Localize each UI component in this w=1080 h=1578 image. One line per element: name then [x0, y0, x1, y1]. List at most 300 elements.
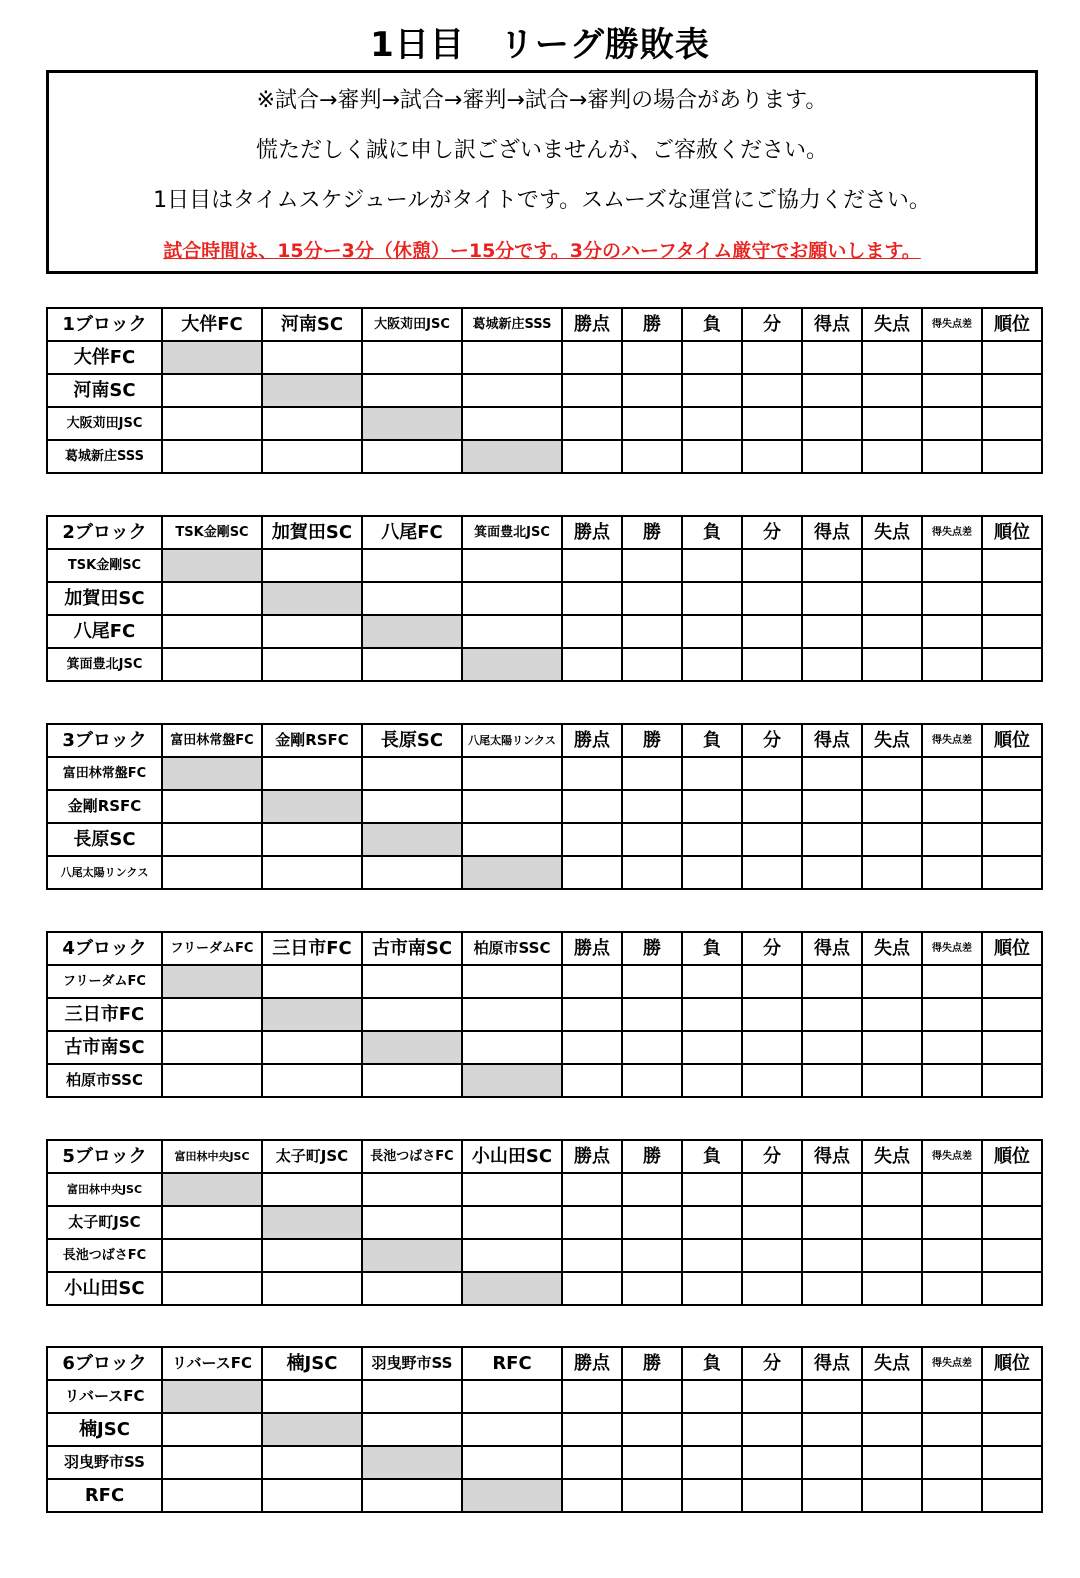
- result-cell[interactable]: [162, 374, 262, 407]
- stat-cell[interactable]: [742, 1413, 802, 1446]
- stat-cell[interactable]: [922, 1064, 982, 1097]
- stat-cell[interactable]: [802, 1479, 862, 1512]
- stat-cell[interactable]: [562, 1173, 622, 1206]
- stat-cell[interactable]: [982, 1380, 1042, 1413]
- stat-cell[interactable]: [622, 823, 682, 856]
- stat-cell[interactable]: [922, 1413, 982, 1446]
- stat-cell[interactable]: [862, 341, 922, 374]
- row-team-name: 楠JSC: [47, 1413, 162, 1446]
- stat-cell[interactable]: [862, 757, 922, 790]
- row-team-name: 河南SC: [47, 374, 162, 407]
- stat-cell[interactable]: [922, 998, 982, 1031]
- stat-cell[interactable]: [562, 1413, 622, 1446]
- stat-cell[interactable]: [862, 1206, 922, 1239]
- stat-cell[interactable]: [982, 615, 1042, 648]
- stat-cell[interactable]: [742, 1479, 802, 1512]
- stat-cell[interactable]: [562, 1031, 622, 1064]
- result-cell[interactable]: [362, 1206, 462, 1239]
- result-cell[interactable]: [462, 1446, 562, 1479]
- stat-cell[interactable]: [682, 823, 742, 856]
- result-cell[interactable]: [262, 615, 362, 648]
- stat-cell[interactable]: [622, 1446, 682, 1479]
- stat-cell[interactable]: [682, 757, 742, 790]
- result-cell[interactable]: [262, 341, 362, 374]
- stat-cell[interactable]: [622, 757, 682, 790]
- stat-cell[interactable]: [682, 856, 742, 889]
- result-cell[interactable]: [162, 1064, 262, 1097]
- column-header-stat: 失点: [862, 1140, 922, 1173]
- stat-cell[interactable]: [742, 1272, 802, 1305]
- result-cell[interactable]: [162, 1239, 262, 1272]
- stat-cell[interactable]: [622, 856, 682, 889]
- result-cell[interactable]: [162, 648, 262, 681]
- stat-cell[interactable]: [862, 856, 922, 889]
- stat-cell[interactable]: [622, 1239, 682, 1272]
- result-cell[interactable]: [362, 374, 462, 407]
- stat-cell[interactable]: [802, 823, 862, 856]
- stat-cell[interactable]: [742, 1446, 802, 1479]
- result-cell[interactable]: [462, 374, 562, 407]
- row-team-name: 金剛RSFC: [47, 790, 162, 823]
- stat-cell[interactable]: [742, 549, 802, 582]
- stat-cell[interactable]: [862, 790, 922, 823]
- result-cell[interactable]: [462, 1173, 562, 1206]
- stat-cell[interactable]: [742, 823, 802, 856]
- stat-cell[interactable]: [802, 1446, 862, 1479]
- stat-cell[interactable]: [742, 582, 802, 615]
- stat-cell[interactable]: [982, 582, 1042, 615]
- stat-cell[interactable]: [802, 1173, 862, 1206]
- stat-cell[interactable]: [922, 440, 982, 473]
- result-cell[interactable]: [162, 1479, 262, 1512]
- stat-cell[interactable]: [922, 407, 982, 440]
- stat-cell[interactable]: [622, 1206, 682, 1239]
- column-header-team: フリーダムFC: [162, 932, 262, 965]
- result-cell[interactable]: [362, 648, 462, 681]
- table-header-row: [47, 1347, 1042, 1380]
- stat-cell[interactable]: [622, 790, 682, 823]
- stat-cell[interactable]: [682, 1272, 742, 1305]
- result-cell[interactable]: [362, 1173, 462, 1206]
- result-cell[interactable]: [462, 407, 562, 440]
- stat-cell[interactable]: [562, 407, 622, 440]
- stat-cell[interactable]: [562, 1206, 622, 1239]
- result-cell[interactable]: [462, 1031, 562, 1064]
- stat-cell[interactable]: [682, 1031, 742, 1064]
- block-name: 1ブロック: [47, 308, 162, 341]
- stat-cell[interactable]: [682, 1064, 742, 1097]
- stat-cell[interactable]: [682, 1479, 742, 1512]
- stat-cell[interactable]: [622, 1413, 682, 1446]
- stat-cell[interactable]: [682, 790, 742, 823]
- column-header-stat: 勝: [622, 1140, 682, 1173]
- result-cell[interactable]: [162, 998, 262, 1031]
- stat-cell[interactable]: [922, 549, 982, 582]
- stat-cell[interactable]: [862, 823, 922, 856]
- stat-cell[interactable]: [862, 1031, 922, 1064]
- stat-cell[interactable]: [802, 407, 862, 440]
- result-cell[interactable]: [262, 823, 362, 856]
- stat-cell[interactable]: [982, 965, 1042, 998]
- result-cell[interactable]: [462, 757, 562, 790]
- result-cell[interactable]: [262, 1064, 362, 1097]
- stat-cell[interactable]: [742, 790, 802, 823]
- stat-cell[interactable]: [982, 1031, 1042, 1064]
- result-cell[interactable]: [462, 1239, 562, 1272]
- result-cell[interactable]: [462, 790, 562, 823]
- result-cell[interactable]: [262, 407, 362, 440]
- stat-cell[interactable]: [622, 440, 682, 473]
- stat-cell[interactable]: [622, 1064, 682, 1097]
- stat-cell[interactable]: [982, 648, 1042, 681]
- result-cell[interactable]: [162, 1031, 262, 1064]
- self-match-cell: [262, 374, 362, 407]
- stat-cell[interactable]: [622, 965, 682, 998]
- stat-cell[interactable]: [622, 1173, 682, 1206]
- stat-cell[interactable]: [982, 757, 1042, 790]
- stat-cell[interactable]: [562, 998, 622, 1031]
- stat-cell[interactable]: [862, 1380, 922, 1413]
- stat-cell[interactable]: [922, 1239, 982, 1272]
- stat-cell[interactable]: [742, 374, 802, 407]
- stat-cell[interactable]: [742, 1064, 802, 1097]
- self-match-cell: [362, 407, 462, 440]
- stat-cell[interactable]: [742, 1239, 802, 1272]
- stat-cell[interactable]: [742, 648, 802, 681]
- row-team-name: 長池つばさFC: [47, 1239, 162, 1272]
- stat-cell[interactable]: [802, 1206, 862, 1239]
- stat-cell[interactable]: [802, 1239, 862, 1272]
- result-cell[interactable]: [462, 549, 562, 582]
- stat-cell[interactable]: [802, 1064, 862, 1097]
- stat-cell[interactable]: [622, 998, 682, 1031]
- result-cell[interactable]: [462, 823, 562, 856]
- table-row: [47, 374, 1042, 407]
- result-cell[interactable]: [262, 1446, 362, 1479]
- stat-cell[interactable]: [682, 1173, 742, 1206]
- stat-cell[interactable]: [862, 440, 922, 473]
- result-cell[interactable]: [462, 1380, 562, 1413]
- stat-cell[interactable]: [742, 1206, 802, 1239]
- result-cell[interactable]: [362, 1380, 462, 1413]
- stat-cell[interactable]: [862, 1413, 922, 1446]
- stat-cell[interactable]: [802, 998, 862, 1031]
- result-cell[interactable]: [162, 790, 262, 823]
- page-title: 1日目 リーグ勝敗表: [370, 25, 710, 65]
- stat-cell[interactable]: [562, 1446, 622, 1479]
- stat-cell[interactable]: [862, 1446, 922, 1479]
- result-cell[interactable]: [262, 1173, 362, 1206]
- stat-cell[interactable]: [622, 341, 682, 374]
- result-cell[interactable]: [362, 1413, 462, 1446]
- result-cell[interactable]: [362, 440, 462, 473]
- result-cell[interactable]: [262, 1479, 362, 1512]
- column-header-team: リバースFC: [162, 1347, 262, 1380]
- table-row: [47, 1479, 1042, 1512]
- table-row: [47, 998, 1042, 1031]
- stat-cell[interactable]: [922, 1031, 982, 1064]
- table-row: [47, 407, 1042, 440]
- result-cell[interactable]: [362, 856, 462, 889]
- stat-cell[interactable]: [982, 1206, 1042, 1239]
- stat-cell[interactable]: [982, 1479, 1042, 1512]
- stat-cell[interactable]: [742, 407, 802, 440]
- stat-cell[interactable]: [982, 1173, 1042, 1206]
- stat-cell[interactable]: [922, 965, 982, 998]
- stat-cell[interactable]: [922, 1446, 982, 1479]
- stat-cell[interactable]: [922, 374, 982, 407]
- stat-cell[interactable]: [682, 1446, 742, 1479]
- stat-cell[interactable]: [742, 615, 802, 648]
- stat-cell[interactable]: [802, 440, 862, 473]
- result-cell[interactable]: [262, 440, 362, 473]
- stat-cell[interactable]: [802, 648, 862, 681]
- stat-cell[interactable]: [862, 998, 922, 1031]
- stat-cell[interactable]: [862, 1064, 922, 1097]
- result-cell[interactable]: [162, 440, 262, 473]
- stat-cell[interactable]: [622, 549, 682, 582]
- result-cell[interactable]: [362, 757, 462, 790]
- stat-cell[interactable]: [982, 856, 1042, 889]
- result-cell[interactable]: [462, 1413, 562, 1446]
- result-cell[interactable]: [362, 582, 462, 615]
- result-cell[interactable]: [362, 790, 462, 823]
- stat-cell[interactable]: [922, 1380, 982, 1413]
- stat-cell[interactable]: [982, 407, 1042, 440]
- stat-cell[interactable]: [682, 341, 742, 374]
- stat-cell[interactable]: [742, 998, 802, 1031]
- self-match-cell: [462, 1272, 562, 1305]
- result-cell[interactable]: [262, 856, 362, 889]
- result-cell[interactable]: [262, 1239, 362, 1272]
- stat-cell[interactable]: [562, 856, 622, 889]
- stat-cell[interactable]: [562, 965, 622, 998]
- stat-cell[interactable]: [982, 341, 1042, 374]
- stat-cell[interactable]: [802, 1380, 862, 1413]
- stat-cell[interactable]: [562, 1479, 622, 1512]
- stat-cell[interactable]: [802, 615, 862, 648]
- stat-cell[interactable]: [682, 582, 742, 615]
- stat-cell[interactable]: [922, 341, 982, 374]
- stat-cell[interactable]: [562, 1239, 622, 1272]
- stat-cell[interactable]: [742, 856, 802, 889]
- stat-cell[interactable]: [562, 615, 622, 648]
- result-cell[interactable]: [362, 998, 462, 1031]
- result-cell[interactable]: [162, 582, 262, 615]
- result-cell[interactable]: [162, 856, 262, 889]
- stat-cell[interactable]: [682, 1239, 742, 1272]
- stat-cell[interactable]: [922, 790, 982, 823]
- stat-cell[interactable]: [622, 1272, 682, 1305]
- result-cell[interactable]: [262, 1031, 362, 1064]
- stat-cell[interactable]: [982, 790, 1042, 823]
- result-cell[interactable]: [162, 407, 262, 440]
- stat-cell[interactable]: [562, 549, 622, 582]
- column-header-stat: 得失点差: [922, 1347, 982, 1380]
- result-cell[interactable]: [462, 965, 562, 998]
- stat-cell[interactable]: [862, 1272, 922, 1305]
- column-header-team: 富田林中央JSC: [162, 1140, 262, 1173]
- stat-cell[interactable]: [562, 1380, 622, 1413]
- result-cell[interactable]: [362, 549, 462, 582]
- result-cell[interactable]: [362, 1479, 462, 1512]
- stat-cell[interactable]: [982, 998, 1042, 1031]
- stat-cell[interactable]: [982, 1446, 1042, 1479]
- stat-cell[interactable]: [622, 1380, 682, 1413]
- stat-cell[interactable]: [622, 582, 682, 615]
- stat-cell[interactable]: [682, 615, 742, 648]
- result-cell[interactable]: [162, 615, 262, 648]
- stat-cell[interactable]: [862, 615, 922, 648]
- column-header-stat: 得失点差: [922, 1140, 982, 1173]
- stat-cell[interactable]: [802, 374, 862, 407]
- stat-cell[interactable]: [862, 1173, 922, 1206]
- table-row: [47, 549, 1042, 582]
- stat-cell[interactable]: [562, 1272, 622, 1305]
- stat-cell[interactable]: [922, 1206, 982, 1239]
- result-cell[interactable]: [362, 965, 462, 998]
- self-match-cell: [262, 790, 362, 823]
- table-row: [47, 1446, 1042, 1479]
- stat-cell[interactable]: [862, 1239, 922, 1272]
- result-cell[interactable]: [262, 965, 362, 998]
- stat-cell[interactable]: [862, 648, 922, 681]
- result-cell[interactable]: [262, 549, 362, 582]
- stat-cell[interactable]: [622, 1479, 682, 1512]
- stat-cell[interactable]: [802, 1272, 862, 1305]
- result-cell[interactable]: [462, 615, 562, 648]
- stat-cell[interactable]: [742, 341, 802, 374]
- notice-line-4-warning: 試合時間は、15分ー3分（休憩）ー15分です。3分のハーフタイム厳守でお願いします。: [163, 240, 921, 262]
- stat-cell[interactable]: [802, 341, 862, 374]
- stat-cell[interactable]: [802, 757, 862, 790]
- stat-cell[interactable]: [682, 998, 742, 1031]
- self-match-cell: [262, 1413, 362, 1446]
- stat-cell[interactable]: [682, 440, 742, 473]
- stat-cell[interactable]: [802, 1413, 862, 1446]
- stat-cell[interactable]: [922, 648, 982, 681]
- stat-cell[interactable]: [862, 1479, 922, 1512]
- stat-cell[interactable]: [562, 582, 622, 615]
- block-name: 3ブロック: [47, 724, 162, 757]
- result-cell[interactable]: [462, 998, 562, 1031]
- stat-cell[interactable]: [562, 757, 622, 790]
- stat-cell[interactable]: [922, 582, 982, 615]
- column-header-stat: 勝点: [562, 1347, 622, 1380]
- stat-cell[interactable]: [682, 1380, 742, 1413]
- stat-cell[interactable]: [682, 965, 742, 998]
- column-header-stat: 順位: [982, 1347, 1042, 1380]
- result-cell[interactable]: [162, 1446, 262, 1479]
- stat-cell[interactable]: [802, 582, 862, 615]
- stat-cell[interactable]: [922, 1272, 982, 1305]
- stat-cell[interactable]: [862, 965, 922, 998]
- stat-cell[interactable]: [682, 1413, 742, 1446]
- stat-cell[interactable]: [862, 407, 922, 440]
- stat-cell[interactable]: [622, 1031, 682, 1064]
- stat-cell[interactable]: [682, 549, 742, 582]
- result-cell[interactable]: [462, 341, 562, 374]
- stat-cell[interactable]: [922, 1479, 982, 1512]
- column-header-team: 羽曳野市SS: [362, 1347, 462, 1380]
- stat-cell[interactable]: [742, 1031, 802, 1064]
- stat-cell[interactable]: [862, 549, 922, 582]
- stat-cell[interactable]: [982, 823, 1042, 856]
- stat-cell[interactable]: [982, 1272, 1042, 1305]
- result-cell[interactable]: [262, 1380, 362, 1413]
- stat-cell[interactable]: [742, 965, 802, 998]
- stat-cell[interactable]: [742, 1380, 802, 1413]
- stat-cell[interactable]: [562, 341, 622, 374]
- result-cell[interactable]: [362, 341, 462, 374]
- stat-cell[interactable]: [562, 648, 622, 681]
- stat-cell[interactable]: [802, 856, 862, 889]
- self-match-cell: [162, 1380, 262, 1413]
- stat-cell[interactable]: [562, 790, 622, 823]
- result-cell[interactable]: [162, 823, 262, 856]
- stat-cell[interactable]: [562, 440, 622, 473]
- stat-cell[interactable]: [802, 790, 862, 823]
- result-cell[interactable]: [362, 1064, 462, 1097]
- result-cell[interactable]: [362, 1272, 462, 1305]
- result-cell[interactable]: [162, 1206, 262, 1239]
- stat-cell[interactable]: [682, 1206, 742, 1239]
- row-team-name: TSK金剛SC: [47, 549, 162, 582]
- stat-cell[interactable]: [922, 615, 982, 648]
- result-cell[interactable]: [262, 757, 362, 790]
- stat-cell[interactable]: [922, 856, 982, 889]
- stat-cell[interactable]: [622, 615, 682, 648]
- stat-cell[interactable]: [862, 374, 922, 407]
- stat-cell[interactable]: [622, 407, 682, 440]
- stat-cell[interactable]: [562, 374, 622, 407]
- block-table-4: [46, 931, 1043, 1098]
- result-cell[interactable]: [262, 648, 362, 681]
- stat-cell[interactable]: [982, 549, 1042, 582]
- result-cell[interactable]: [162, 1413, 262, 1446]
- stat-cell[interactable]: [922, 823, 982, 856]
- column-header-stat: 分: [742, 308, 802, 341]
- stat-cell[interactable]: [562, 823, 622, 856]
- stat-cell[interactable]: [742, 440, 802, 473]
- stat-cell[interactable]: [622, 374, 682, 407]
- stat-cell[interactable]: [922, 1173, 982, 1206]
- stat-cell[interactable]: [982, 1239, 1042, 1272]
- stat-cell[interactable]: [862, 582, 922, 615]
- stat-cell[interactable]: [802, 549, 862, 582]
- stat-cell[interactable]: [802, 1031, 862, 1064]
- stat-cell[interactable]: [682, 407, 742, 440]
- stat-cell[interactable]: [982, 440, 1042, 473]
- result-cell[interactable]: [462, 582, 562, 615]
- stat-cell[interactable]: [742, 757, 802, 790]
- column-header-stat: 勝: [622, 308, 682, 341]
- stat-cell[interactable]: [982, 1413, 1042, 1446]
- stat-cell[interactable]: [802, 965, 862, 998]
- result-cell[interactable]: [162, 1272, 262, 1305]
- stat-cell[interactable]: [742, 1173, 802, 1206]
- result-cell[interactable]: [262, 1272, 362, 1305]
- stat-cell[interactable]: [622, 648, 682, 681]
- stat-cell[interactable]: [982, 374, 1042, 407]
- result-cell[interactable]: [462, 1206, 562, 1239]
- column-header-stat: 順位: [982, 932, 1042, 965]
- stat-cell[interactable]: [682, 374, 742, 407]
- stat-cell[interactable]: [982, 1064, 1042, 1097]
- stat-cell[interactable]: [562, 1064, 622, 1097]
- stat-cell[interactable]: [922, 757, 982, 790]
- stat-cell[interactable]: [682, 648, 742, 681]
